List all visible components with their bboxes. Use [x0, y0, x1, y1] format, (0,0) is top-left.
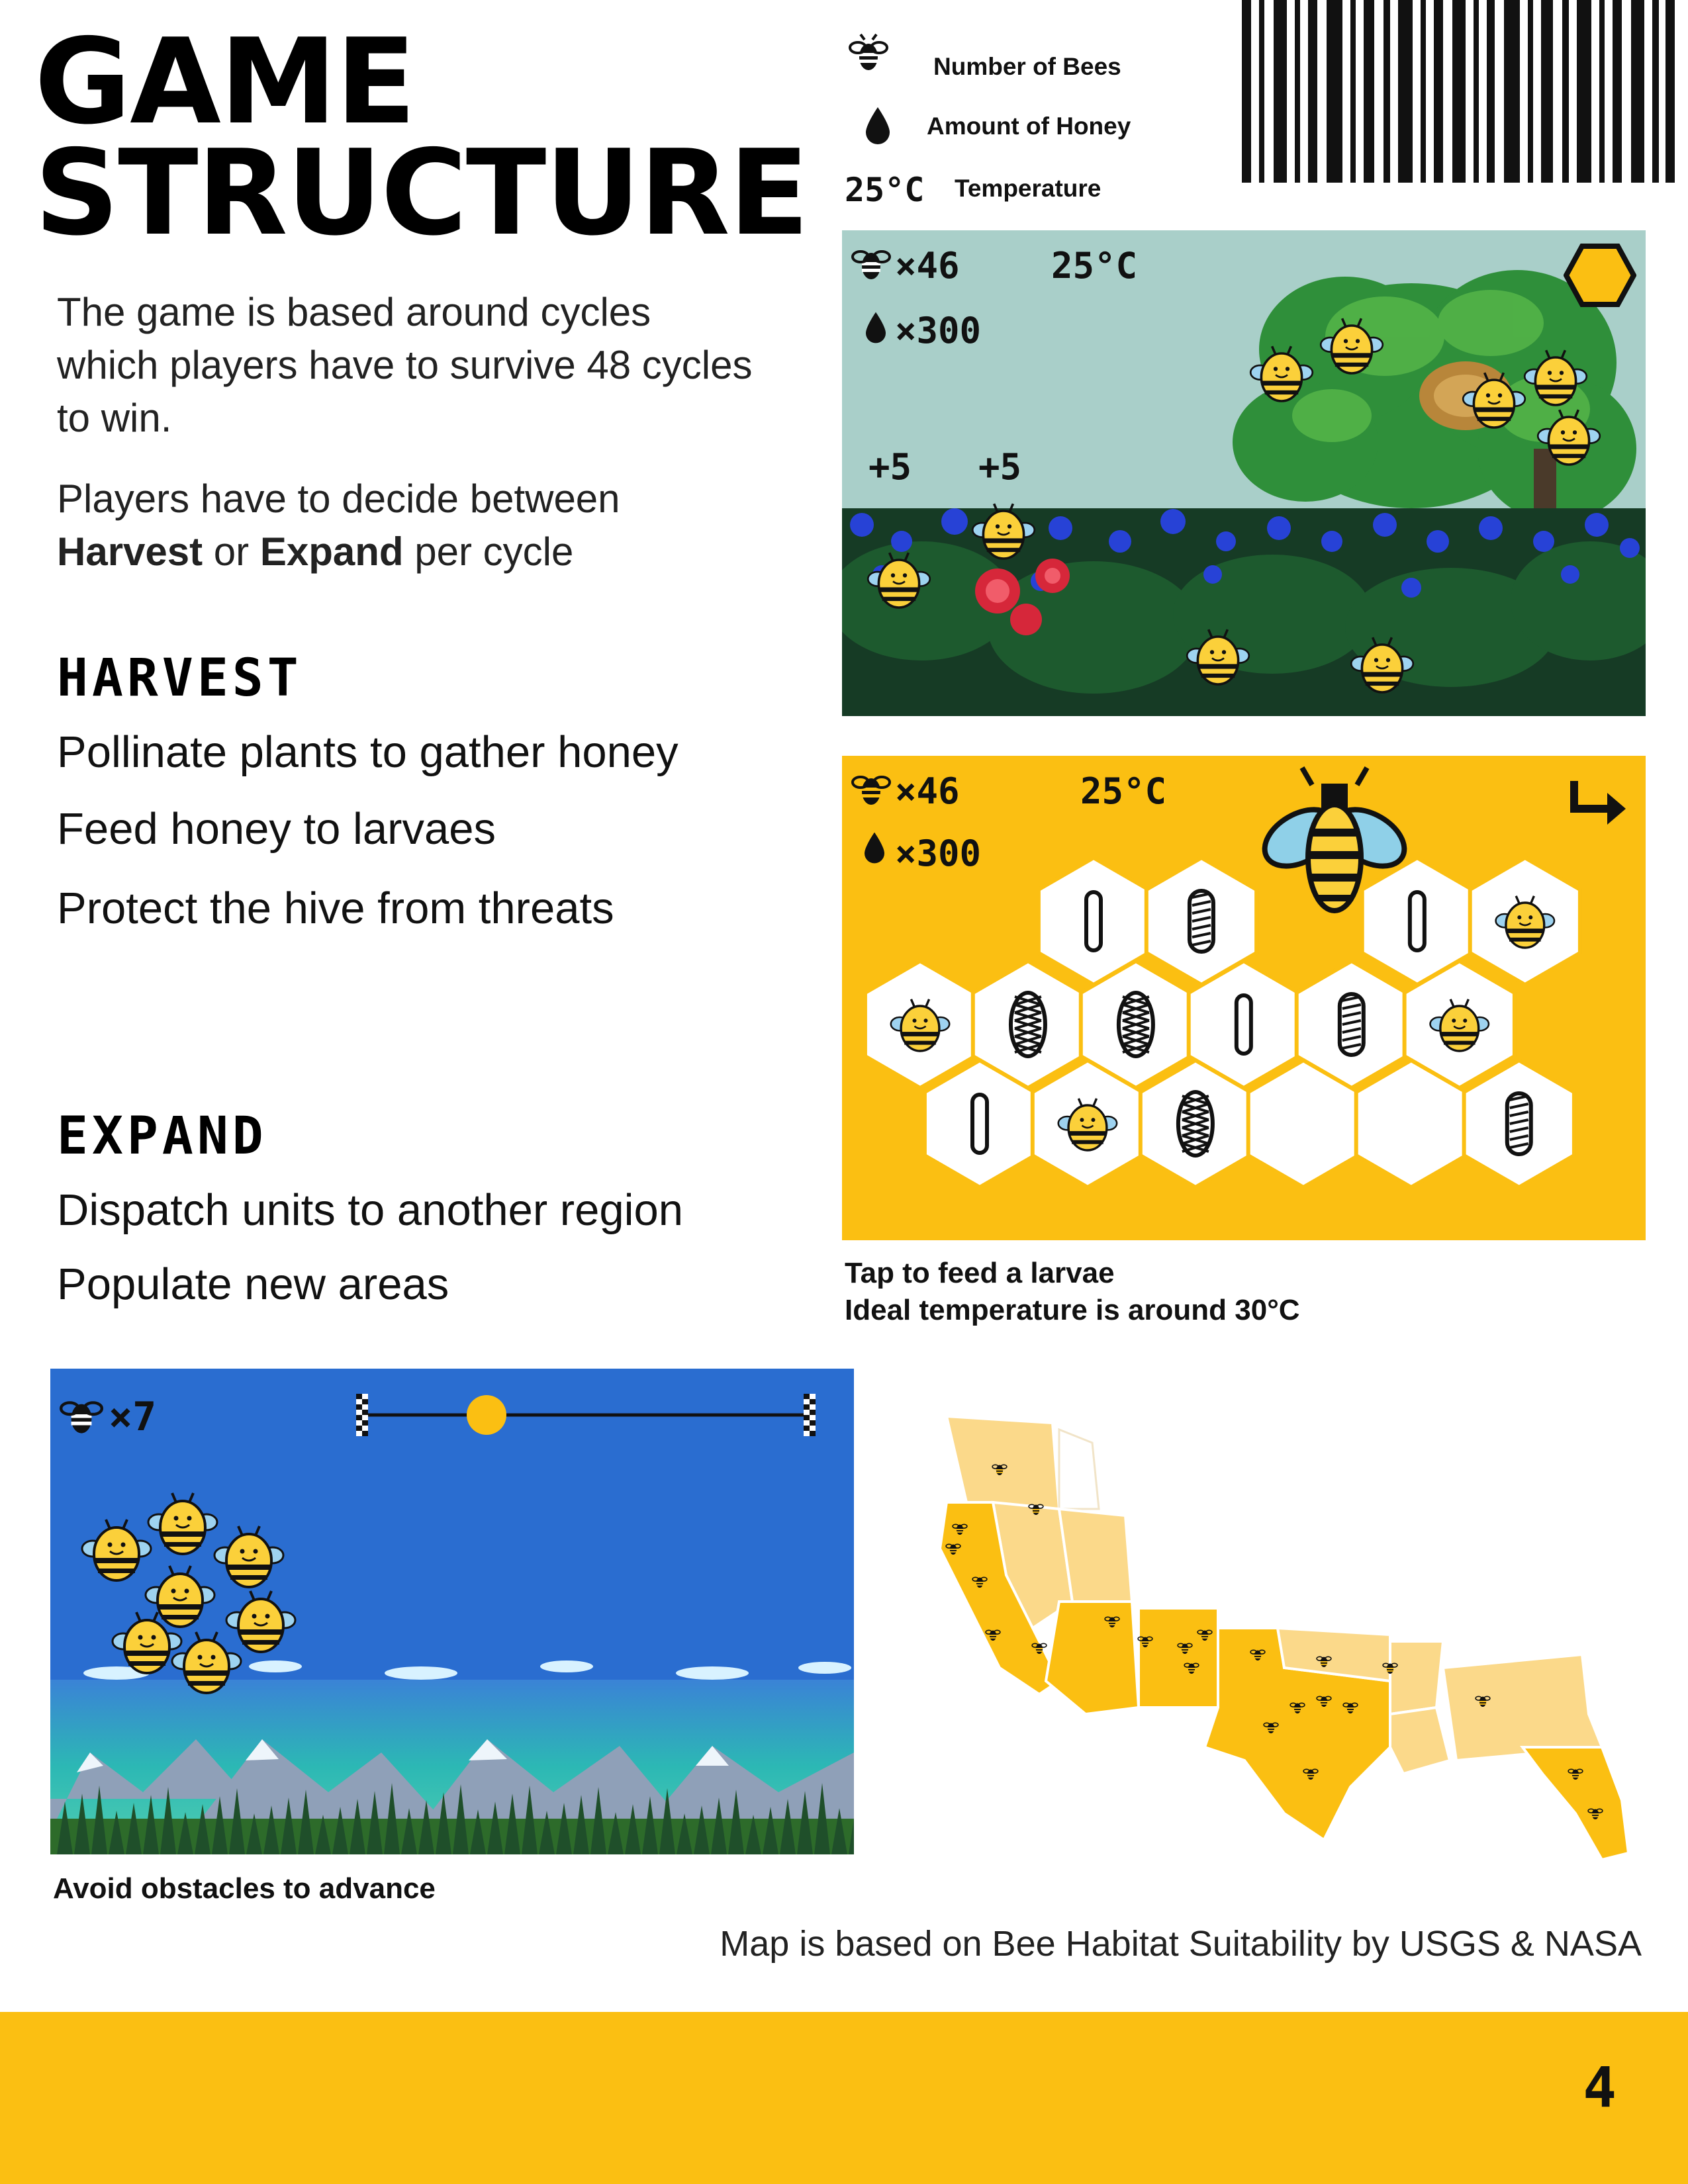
larva [1237, 995, 1251, 1054]
intro-line-1: The game is based around cycles [57, 290, 651, 334]
progress-marker [467, 1395, 506, 1435]
honey-drop-icon [865, 311, 887, 344]
hive-caption [845, 1255, 1300, 1329]
decide-or: or [203, 529, 260, 574]
title-line-1: GAME [34, 13, 415, 150]
flying-bee [148, 1493, 217, 1554]
flight-caption: Avoid obstacles to advance [53, 1872, 436, 1905]
intro-line-2: which players have to survive 48 cycles [57, 343, 753, 387]
decide-paragraph [57, 473, 620, 578]
intro-paragraph [57, 286, 752, 445]
expand-item-1: Dispatch units to another region [57, 1185, 684, 1235]
harvest-heading: HARVEST [57, 649, 303, 708]
title-line-2: STRUCTURE [34, 124, 808, 261]
larva [1119, 993, 1153, 1056]
barcode [1242, 0, 1676, 185]
larva [1340, 994, 1364, 1055]
bee-icon [849, 33, 888, 73]
legend-temp-label: Temperature [955, 175, 1102, 202]
hive-bee-count: ×46 [895, 770, 960, 812]
hive-caption-line-1: Tap to feed a larvae [845, 1257, 1115, 1289]
honey-gain-1: +5 [868, 446, 912, 488]
flying-bee [226, 1591, 295, 1652]
bee-icon [60, 1392, 103, 1436]
harvest-screen[interactable] [842, 230, 1646, 716]
harvest-item-1: Pollinate plants to gather honey [57, 727, 679, 777]
hive-caption-line-2: Ideal temperature is around 30°C [845, 1294, 1300, 1326]
flight-bee-count: ×7 [109, 1394, 157, 1440]
legend-honey-label: Amount of Honey [927, 113, 1131, 140]
honey-drop-icon [865, 106, 891, 146]
habitat-map [927, 1403, 1635, 1866]
larva [972, 1095, 987, 1153]
larva [1086, 892, 1101, 950]
intro-line-3: to win. [57, 396, 172, 440]
harvest-bee-count: ×46 [895, 245, 960, 287]
larva [1190, 891, 1213, 952]
larva [1410, 892, 1425, 950]
larva [1507, 1093, 1531, 1154]
honey-gain-2: +5 [978, 446, 1022, 488]
bee-icon [851, 242, 891, 282]
harvest-scene [842, 230, 1646, 716]
page-title [34, 13, 808, 261]
footer-band [0, 2012, 1688, 2184]
bee-icon [851, 768, 891, 807]
legend-bees-label: Number of Bees [933, 53, 1121, 80]
decide-rest: per cycle [403, 529, 574, 574]
harvest-temperature: 25°C [1051, 245, 1138, 287]
hive-honey-count: ×300 [895, 833, 982, 874]
larva [1178, 1092, 1213, 1156]
flying-bee [82, 1520, 151, 1580]
progress-start-flag [356, 1394, 368, 1436]
decide-harvest: Harvest [57, 529, 203, 574]
page-number: 4 [1583, 2055, 1617, 2120]
honey-drop-icon [863, 831, 886, 864]
harvest-item-3: Protect the hive from threats [57, 884, 614, 933]
flying-bee [214, 1526, 283, 1587]
harvest-item-2: Feed honey to larvaes [57, 804, 496, 854]
decide-line-2 [57, 525, 620, 578]
honeycomb [842, 756, 1646, 1240]
hive-screen[interactable] [842, 756, 1646, 1240]
hive-temperature: 25°C [1080, 770, 1167, 812]
harvest-honey-count: ×300 [895, 310, 982, 351]
expand-item-2: Populate new areas [57, 1259, 449, 1309]
larva [1011, 993, 1045, 1056]
decide-line-1: Players have to decide between [57, 477, 620, 521]
flight-screen[interactable] [50, 1369, 854, 1854]
expand-heading: EXPAND [57, 1107, 267, 1166]
return-arrow-icon[interactable] [1569, 778, 1628, 826]
legend-temp-symbol: 25°C [845, 171, 925, 209]
hexagon-icon[interactable] [1564, 244, 1636, 307]
decide-expand: Expand [259, 529, 404, 574]
flight-scene [50, 1369, 854, 1854]
progress-finish-flag [804, 1394, 816, 1436]
map-credit: Map is based on Bee Habitat Suitability by USGS & NASA [720, 1924, 1642, 1964]
